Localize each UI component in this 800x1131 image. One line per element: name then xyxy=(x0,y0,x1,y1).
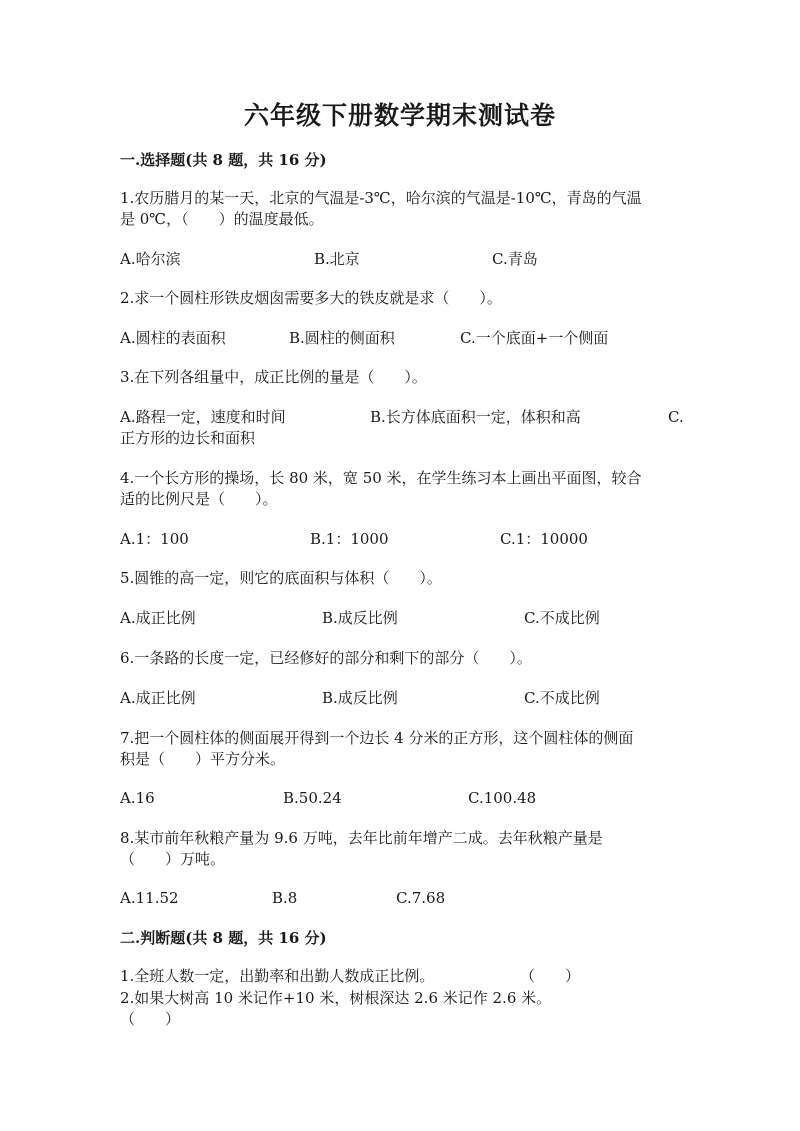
option-a: A.1：100 xyxy=(120,530,189,548)
answer-blank: （ ） xyxy=(520,967,581,985)
question-text: 6.一条路的长度一定，已经修好的部分和剩下的部分（ ）。 xyxy=(120,649,532,667)
option-b: B.50.24 xyxy=(283,789,342,807)
question-text: 适的比例尺是（ ）。 xyxy=(120,490,278,508)
option-b: B.1：1000 xyxy=(310,530,389,548)
option-a: A.16 xyxy=(120,789,155,807)
option-b: B.成反比例 xyxy=(322,609,398,627)
option-c: C.不成比例 xyxy=(524,689,600,707)
question-text: 2.如果大树高 10 米记作+10 米，树根深达 2.6 米记作 2.6 米。 xyxy=(120,989,552,1007)
option-b: B.圆柱的侧面积 xyxy=(289,329,395,347)
page-title: 六年级下册数学期末测试卷 xyxy=(243,101,556,130)
question-text: 7.把一个圆柱体的侧面展开得到一个边长 4 分米的正方形，这个圆柱体的侧面 xyxy=(120,729,634,747)
question-text: 2.求一个圆柱形铁皮烟囱需要多大的铁皮就是求（ ）。 xyxy=(120,289,502,307)
option-c: C.100.48 xyxy=(468,789,537,807)
option-a: A.成正比例 xyxy=(120,689,196,707)
option-c: C.不成比例 xyxy=(524,609,600,627)
question-text: 4.一个长方形的操场，长 80 米，宽 50 米，在学生练习本上画出平面图，较合 xyxy=(120,469,642,487)
option-b: B.8 xyxy=(272,889,298,907)
option-a: A.11.52 xyxy=(120,889,179,907)
question-text: 3.在下列各组量中，成正比例的量是（ ）。 xyxy=(120,368,427,386)
option-b: B.长方体底面积一定，体积和高 xyxy=(370,408,581,426)
option-c: C.7.68 xyxy=(396,889,446,907)
question-text: 8.某市前年秋粮产量为 9.6 万吨，去年比前年增产二成。去年秋粮产量是 xyxy=(120,829,603,847)
option-c: C.青岛 xyxy=(492,250,538,268)
option-a: A.哈尔滨 xyxy=(120,250,181,268)
option-c: C.一个底面+一个侧面 xyxy=(460,329,609,347)
option-a: A.路程一定，速度和时间 xyxy=(120,408,286,426)
question-text: 1.农历腊月的某一天，北京的气温是-3℃，哈尔滨的气温是-10℃，青岛的气温 xyxy=(120,189,642,207)
question-text: 积是（ ）平方分米。 xyxy=(120,750,286,768)
option-a: A.圆柱的表面积 xyxy=(120,329,226,347)
section-heading: 一.选择题(共 8 题，共 16 分) xyxy=(120,151,327,169)
option-c: C. xyxy=(668,408,684,426)
section-heading: 二.判断题(共 8 题，共 16 分) xyxy=(120,929,327,947)
option-a: A.成正比例 xyxy=(120,609,196,627)
question-text: 是 0℃，（ ）的温度最低。 xyxy=(120,210,324,228)
option-b: B.成反比例 xyxy=(322,689,398,707)
option-c-continued: 正方形的边长和面积 xyxy=(120,429,256,447)
option-b: B.北京 xyxy=(314,250,360,268)
option-c: C.1：10000 xyxy=(500,530,588,548)
question-text: 5.圆锥的高一定，则它的底面积与体积（ ）。 xyxy=(120,569,442,587)
question-text: （ ）万吨。 xyxy=(120,850,226,868)
answer-blank: （ ） xyxy=(120,1010,181,1028)
question-text: 1.全班人数一定，出勤率和出勤人数成正比例。 xyxy=(120,967,435,985)
